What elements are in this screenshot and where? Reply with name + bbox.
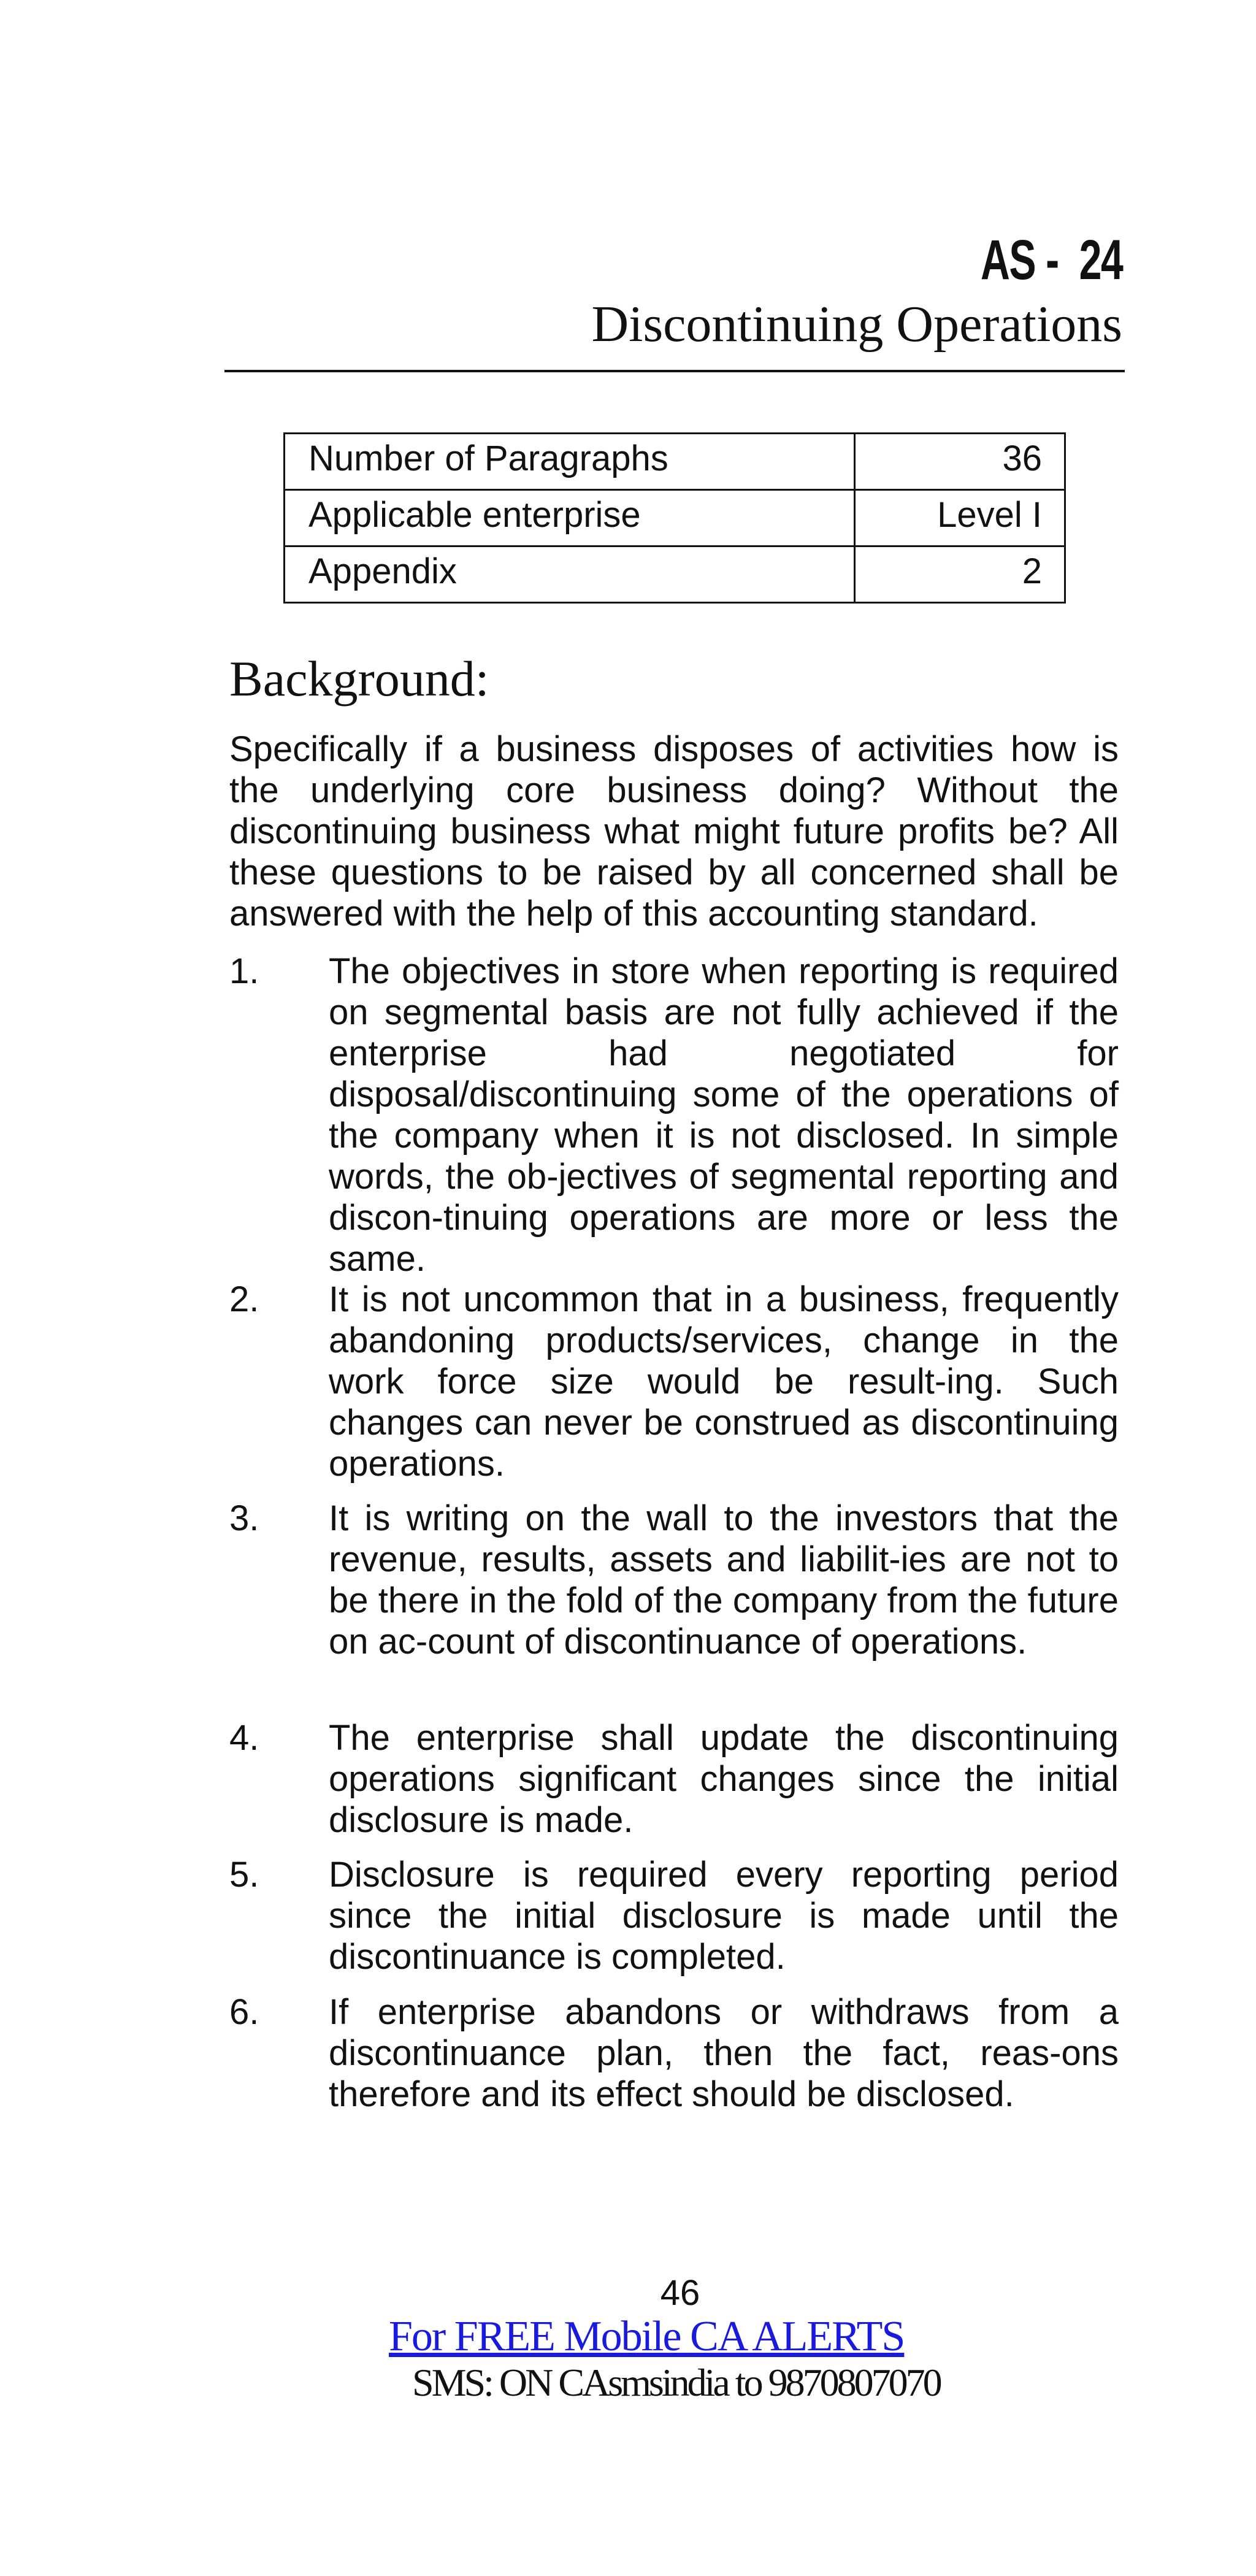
background-heading: Background: bbox=[229, 651, 489, 707]
item-number: 3. bbox=[229, 1498, 259, 1538]
promo-sms-text: SMS: ON CAsmsindia to 9870807070 bbox=[412, 2361, 940, 2404]
background-paragraph: Specifically if a business disposes of activities how is the underlying core business doing? Without the discontinuing business what might future profits be? All these questions to be raised by all concerned shall be answered with the help of this accounting standard. bbox=[229, 729, 1119, 933]
table-row bbox=[285, 546, 1065, 603]
item-text: It is writing on the wall to the investors that the revenue, results, assets and liabilit-ies are not to be there in the fold of the company from the future on ac-count of discontinuance of operations. bbox=[329, 1498, 1119, 1662]
item-text: If enterprise abandons or withdraws from a discontinuance plan, then the fact, reas-ons therefore and its effect should be disclosed. bbox=[329, 1992, 1119, 2114]
table-row bbox=[285, 434, 1065, 490]
table-cell-value: 36 bbox=[855, 434, 1065, 490]
item-number: 6. bbox=[229, 1992, 259, 2032]
table-cell-value: 2 bbox=[855, 546, 1065, 603]
item-number: 4. bbox=[229, 1718, 259, 1758]
list-item bbox=[229, 1991, 1119, 2115]
table-cell-value: Level I bbox=[855, 490, 1065, 546]
table-cell-label: Number of Paragraphs bbox=[285, 434, 855, 490]
list-item bbox=[229, 1854, 1119, 1977]
item-text: Disclosure is required every reporting period since the initial disclosure is made until the discontinuance is completed. bbox=[329, 1855, 1119, 1977]
item-number: 5. bbox=[229, 1855, 259, 1895]
item-number: 2. bbox=[229, 1279, 259, 1319]
list-item bbox=[229, 1717, 1119, 1841]
table-cell-label: Applicable enterprise bbox=[285, 490, 855, 546]
table-row bbox=[285, 490, 1065, 546]
list-item bbox=[229, 1279, 1119, 1484]
standard-code: AS - 24 bbox=[980, 229, 1122, 291]
header-divider bbox=[224, 370, 1125, 372]
item-text: The objectives in store when reporting is required on segmental basis are not fully achieved if the enterprise had negotiated for disposal/discontinuing some of the operations of the company when it is not disclosed. In simple words, the ob-jectives of segmental reporting and discon-tinuing operations are more or less the same. bbox=[329, 951, 1119, 1279]
table-cell-label: Appendix bbox=[285, 546, 855, 603]
info-table bbox=[283, 432, 1066, 604]
page-title: Discontinuing Operations bbox=[591, 296, 1122, 353]
list-item bbox=[229, 951, 1119, 1279]
item-text: The enterprise shall update the discontinuing operations significant changes since the initial disclosure is made. bbox=[329, 1718, 1119, 1840]
item-text: It is not uncommon that in a business, frequently abandoning products/services, change in the work force size would be result-ing. Such changes can never be construed as discontinuing operations. bbox=[329, 1279, 1119, 1484]
promo-link[interactable]: For FREE Mobile CA ALERTS bbox=[389, 2313, 905, 2360]
list-item bbox=[229, 1498, 1119, 1662]
item-number: 1. bbox=[229, 951, 259, 991]
page-number: 46 bbox=[660, 2273, 700, 2313]
